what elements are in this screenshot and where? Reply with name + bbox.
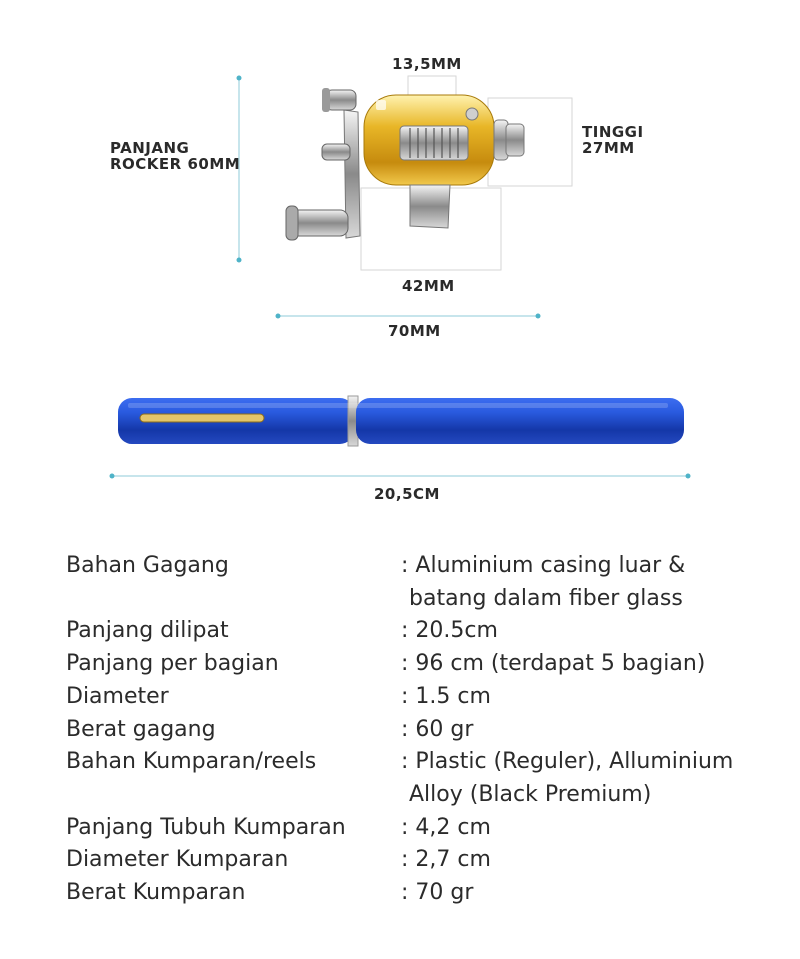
spec-row (66, 550, 733, 615)
dim-width-label: 13,5MM (392, 55, 462, 73)
spec-row (66, 844, 733, 877)
spec-value: : 2,7 cm (401, 847, 491, 873)
spec-row (66, 681, 733, 714)
spec-label: Bahan Kumparan/reels (66, 749, 317, 775)
spec-value: : 96 cm (terdapat 5 bagian) (401, 651, 706, 677)
spec-label: Berat Kumparan (66, 880, 246, 906)
dim-height-line2: 27MM (582, 139, 635, 157)
dim-rocker-label (110, 140, 240, 172)
spec-row (66, 714, 733, 747)
spec-row (66, 615, 733, 648)
spec-value-line1: : Plastic (Reguler), Alluminium (401, 749, 734, 775)
spec-value: : 4,2 cm (401, 814, 491, 840)
spec-value-line2: Alloy (Black Premium) (409, 781, 652, 807)
spec-label: Diameter Kumparan (66, 847, 289, 873)
dim-height-label (582, 124, 644, 156)
spec-value: : 70 gr (401, 880, 474, 906)
spec-label: Diameter (66, 683, 169, 709)
spec-label: Panjang dilipat (66, 618, 229, 644)
dim-height-line1: TINGGI (582, 123, 644, 141)
dim-body-label: 42MM (402, 277, 455, 295)
pen-rod-image (118, 396, 684, 446)
dim-rocker-line2: ROCKER 60MM (110, 155, 241, 173)
spec-value-line2: batang dalam fiber glass (409, 585, 683, 611)
dim-reel-label: 70MM (388, 322, 441, 340)
spec-value: : 1.5 cm (401, 683, 491, 709)
spec-label: Berat gagang (66, 716, 216, 742)
spec-label: Panjang per bagian (66, 651, 279, 677)
spec-value (401, 550, 685, 615)
spec-row (66, 648, 733, 681)
spec-row (66, 746, 733, 811)
dim-pen-label: 20,5CM (374, 485, 440, 503)
spec-value: : 20.5cm (401, 618, 498, 644)
reel-image (286, 88, 524, 240)
dim-rocker-line1: PANJANG (110, 139, 190, 157)
spec-value (401, 746, 733, 811)
spec-value-line1: : Aluminium casing luar & (401, 553, 686, 578)
spec-row (66, 877, 733, 910)
spec-label: Panjang Tubuh Kumparan (66, 814, 346, 840)
spec-row (66, 812, 733, 845)
spec-list (66, 550, 733, 910)
spec-value: : 60 gr (401, 716, 474, 742)
spec-label: Bahan Gagang (66, 553, 229, 578)
